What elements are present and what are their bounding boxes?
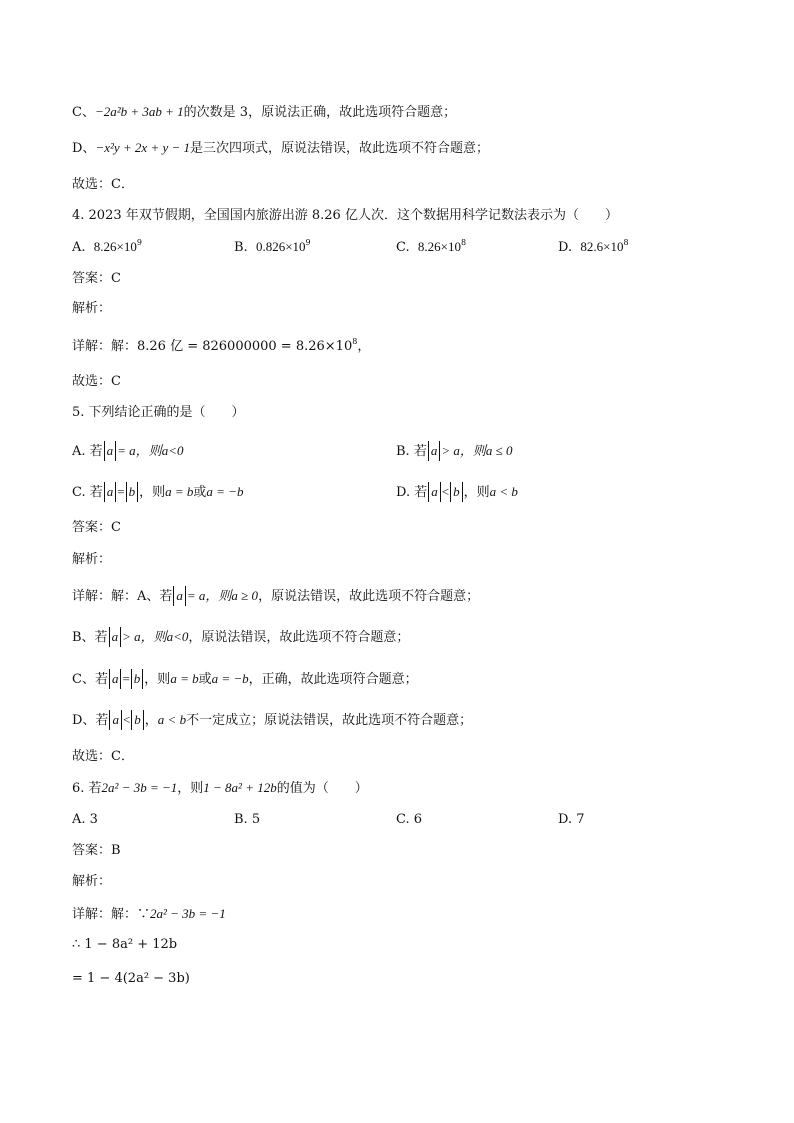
q6-option-a: A. 3	[72, 812, 98, 827]
q4-option-a: A. $8.26\times 10^9$	[72, 238, 142, 255]
q5-detail-c: C、若 a = b ，则a = b或a = −b，正确，故此选项符合题意；	[72, 671, 418, 687]
q6-detail: 详解：解：∵2a² − 3b = −1	[72, 906, 226, 922]
q5-answer: 答案：C	[72, 520, 121, 535]
q4-option-b: B. $0.826\times 10^9$	[234, 238, 311, 255]
q6-option-d: D. 7	[558, 812, 585, 827]
q4-option-d: D. $82.6\times 10^8$	[558, 238, 629, 255]
q5-option-c: C. 若 a = b ，则a = b或a = −b	[72, 484, 244, 500]
q4-answer: 答案：C	[72, 271, 121, 286]
q6-option-b: B. 5	[234, 812, 261, 827]
q4-stem: 4. 2023 年双节假期，全国国内旅游出游 8.26 亿人次．这个数据用科学记数法表示为（ ）	[72, 208, 618, 223]
q3-choice: 故选：C．	[72, 177, 134, 192]
q4-detail: 详解：解：8.26 亿 = $826000000 = 8.26\times 10^8$，	[72, 337, 371, 354]
q6-stem: 6. 若2a² − 3b = −1，则1 − 8a² + 12b的值为（ ）	[72, 780, 368, 796]
q5-detail-b: B、若 a > a，则a<0，原说法错误，故此选项不符合题意；	[72, 629, 410, 645]
q6-step-2: = 1 − 4(2a² − 3b)	[72, 971, 190, 986]
q5-detail-d: D、若 a < b ，a < b不一定成立；原说法错误，故此选项不符合题意；	[72, 712, 473, 728]
q5-stem: 5. 下列结论正确的是（ ）	[72, 405, 245, 420]
q6-answer: 答案：B	[72, 843, 121, 858]
q5-detail-a: 详解：解：A、若 a = a，则a ≥ 0，原说法错误，故此选项不符合题意；	[72, 588, 480, 604]
q5-choice: 故选：C．	[72, 749, 134, 764]
math-expression: −2a²b + 3ab + 1	[94, 104, 184, 119]
q6-analysis-label: 解析：	[72, 874, 112, 889]
q6-option-c: C. 6	[396, 812, 423, 827]
q5-option-b: B. 若 a > a，则a ≤ 0	[396, 443, 513, 459]
q3-option-d-line: D、−x²y + 2x + y − 1是三次四项式，原说法错误，故此选项不符合题意；	[72, 140, 490, 156]
q3-option-c-line: C、−2a²b + 3ab + 1的次数是 3，原说法正确，故此选项符合题意；	[72, 104, 457, 120]
q6-step-1: ∴ 1 − 8a² + 12b	[72, 937, 178, 952]
q4-choice: 故选：C	[72, 374, 121, 389]
q5-analysis-label: 解析：	[72, 552, 112, 567]
q4-analysis-label: 解析：	[72, 301, 112, 316]
q5-option-a: A. 若 a = a，则a<0	[72, 443, 184, 459]
q5-option-d: D. 若 a < b ，则a < b	[396, 484, 518, 500]
math-expression: −x²y + 2x + y − 1	[95, 140, 191, 155]
q4-option-c: C. $8.26\times 10^8$	[396, 238, 467, 255]
